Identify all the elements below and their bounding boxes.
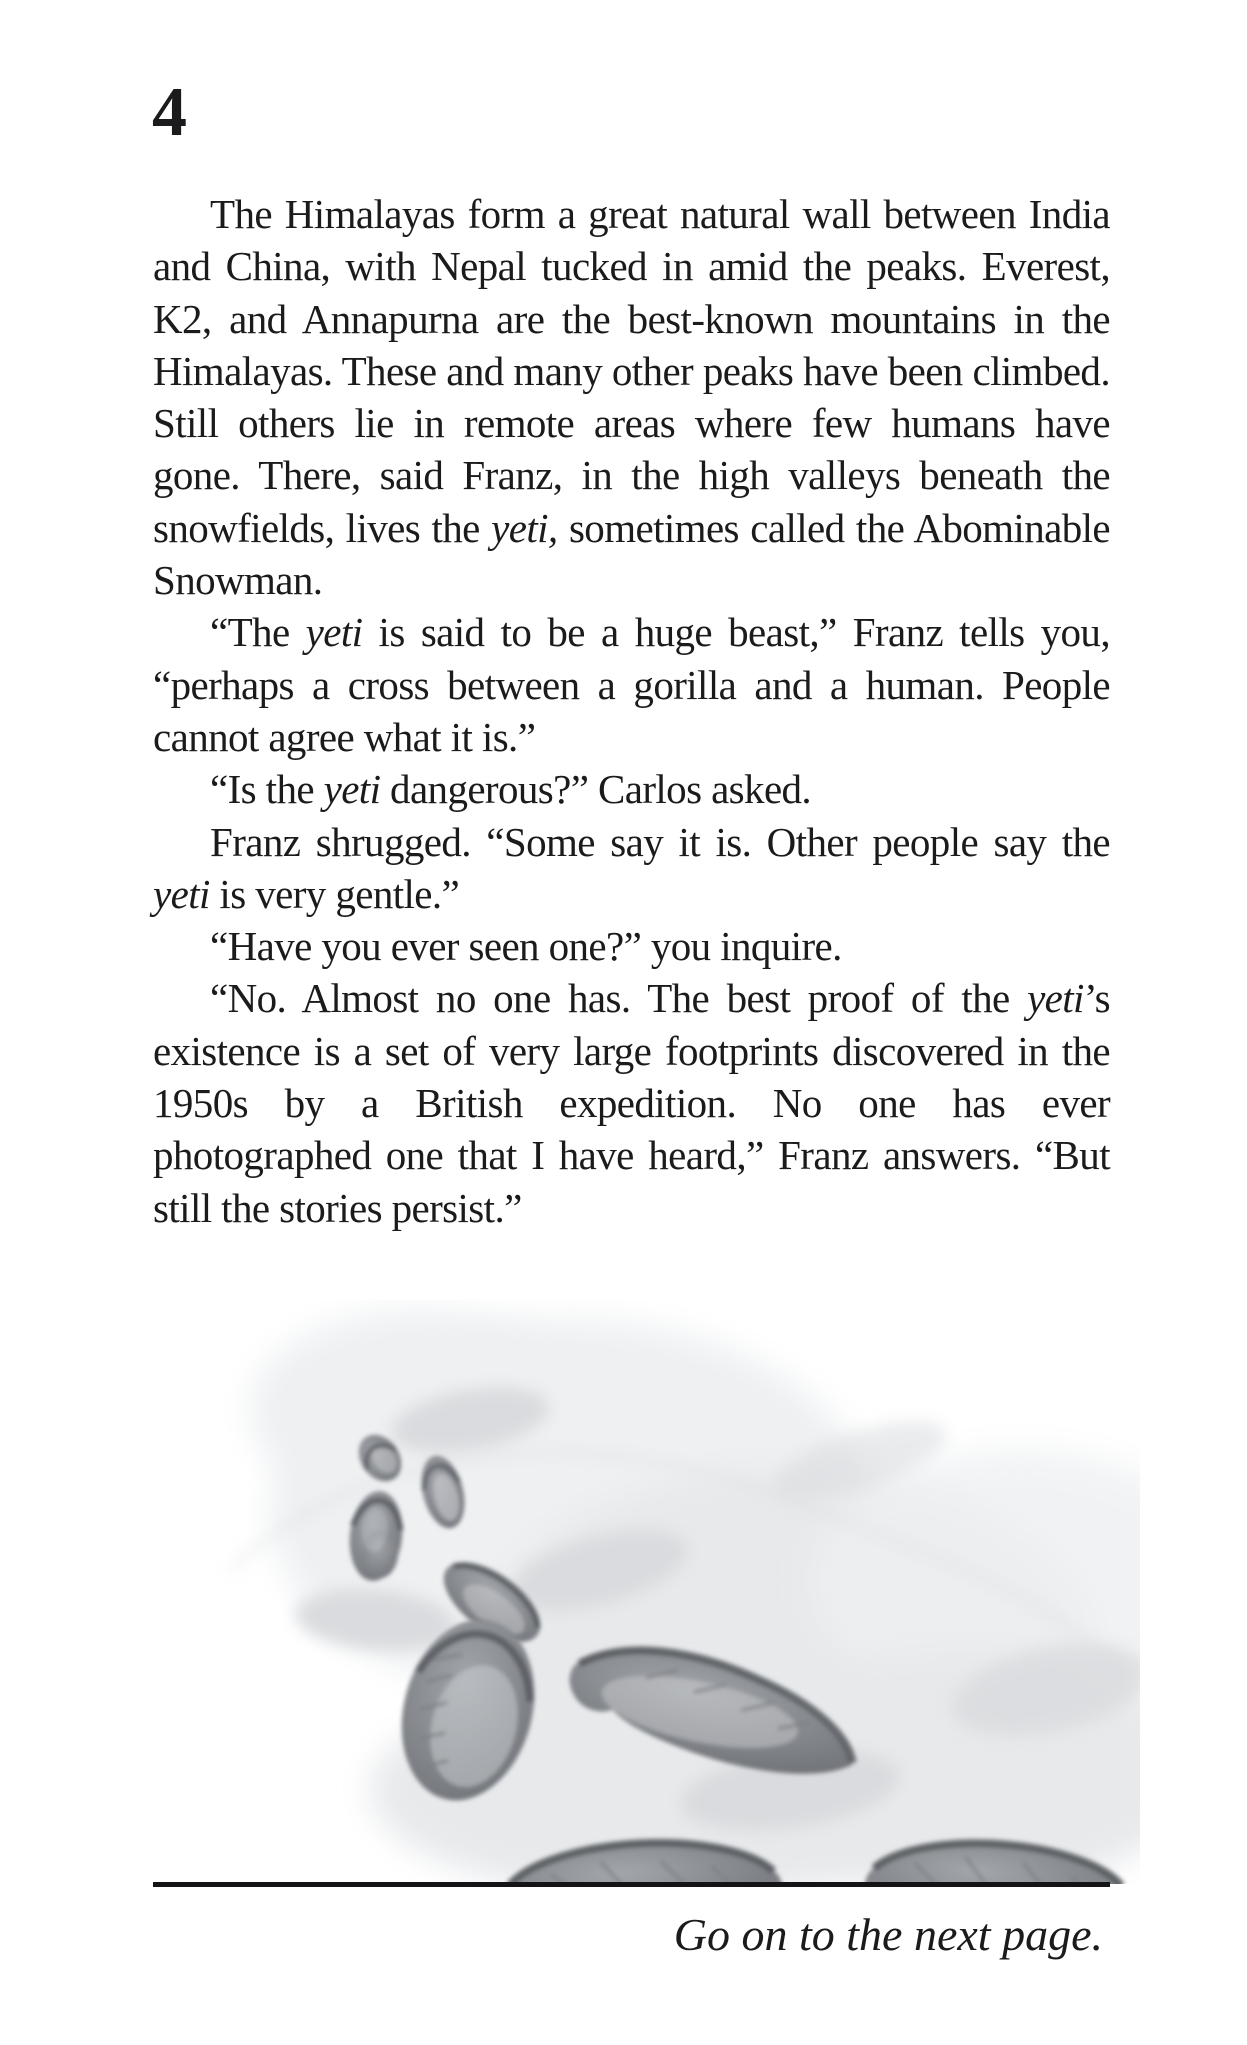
text-segment: “Have you ever seen one?” you inquire. (210, 923, 842, 970)
yeti-italic: yeti (305, 609, 363, 656)
footprints-illustration (170, 1300, 1140, 1884)
yeti-italic: yeti (153, 870, 210, 917)
text-segment: sometimes called the Abominable Snowman. (153, 504, 1110, 604)
text-segment: Franz shrugged. “Some say it is. Other people say the (210, 818, 1110, 865)
text-segment: dangerous?” Carlos asked. (380, 766, 812, 813)
page-turn-instruction: Go on to the next page. (673, 1909, 1103, 1960)
passage-text (153, 188, 1110, 1234)
paragraph (153, 188, 1110, 606)
footer-divider (153, 1882, 1110, 1887)
text-segment: ’s existence is a set of very large footprints discovered in the 1950s by a British expedition. No one has ever photographed one that I have heard,” Franz answers. “But still the stories persist.” (153, 975, 1110, 1231)
page-number: 4 (152, 74, 187, 151)
yeti-italic: yeti (1027, 975, 1084, 1022)
text-segment: is very gentle.” (209, 870, 460, 917)
paragraph (153, 920, 1110, 972)
paragraph (153, 606, 1110, 763)
footprints-in-snow-icon (170, 1300, 1140, 1884)
text-segment: is said to be a huge beast,” Franz tells you, “perhaps a cross between a gorilla and a human. People cannot agree what it is.” (153, 609, 1110, 760)
yeti-italic: yeti, (491, 504, 558, 551)
yeti-italic: yeti (323, 766, 381, 813)
paragraph (153, 816, 1110, 921)
text-segment: “The (210, 609, 306, 656)
snow-washes (230, 1310, 1140, 1884)
text-segment: “Is the (210, 766, 324, 813)
paragraph (153, 972, 1110, 1233)
text-segment: The Himalayas form a great natural wall between India and China, with Nepal tucked in amid the peaks. Everest, K2, and Annapurna are the best-known mountains in the Himalayas. These and many other peaks have been climbed. Still others lie in remote areas where few humans have gone. There, said Franz, in the high valleys beneath the snowfields, lives the (153, 191, 1110, 551)
text-segment: “No. Almost no one has. The best proof of the (210, 975, 1028, 1022)
paragraph (153, 763, 1110, 815)
